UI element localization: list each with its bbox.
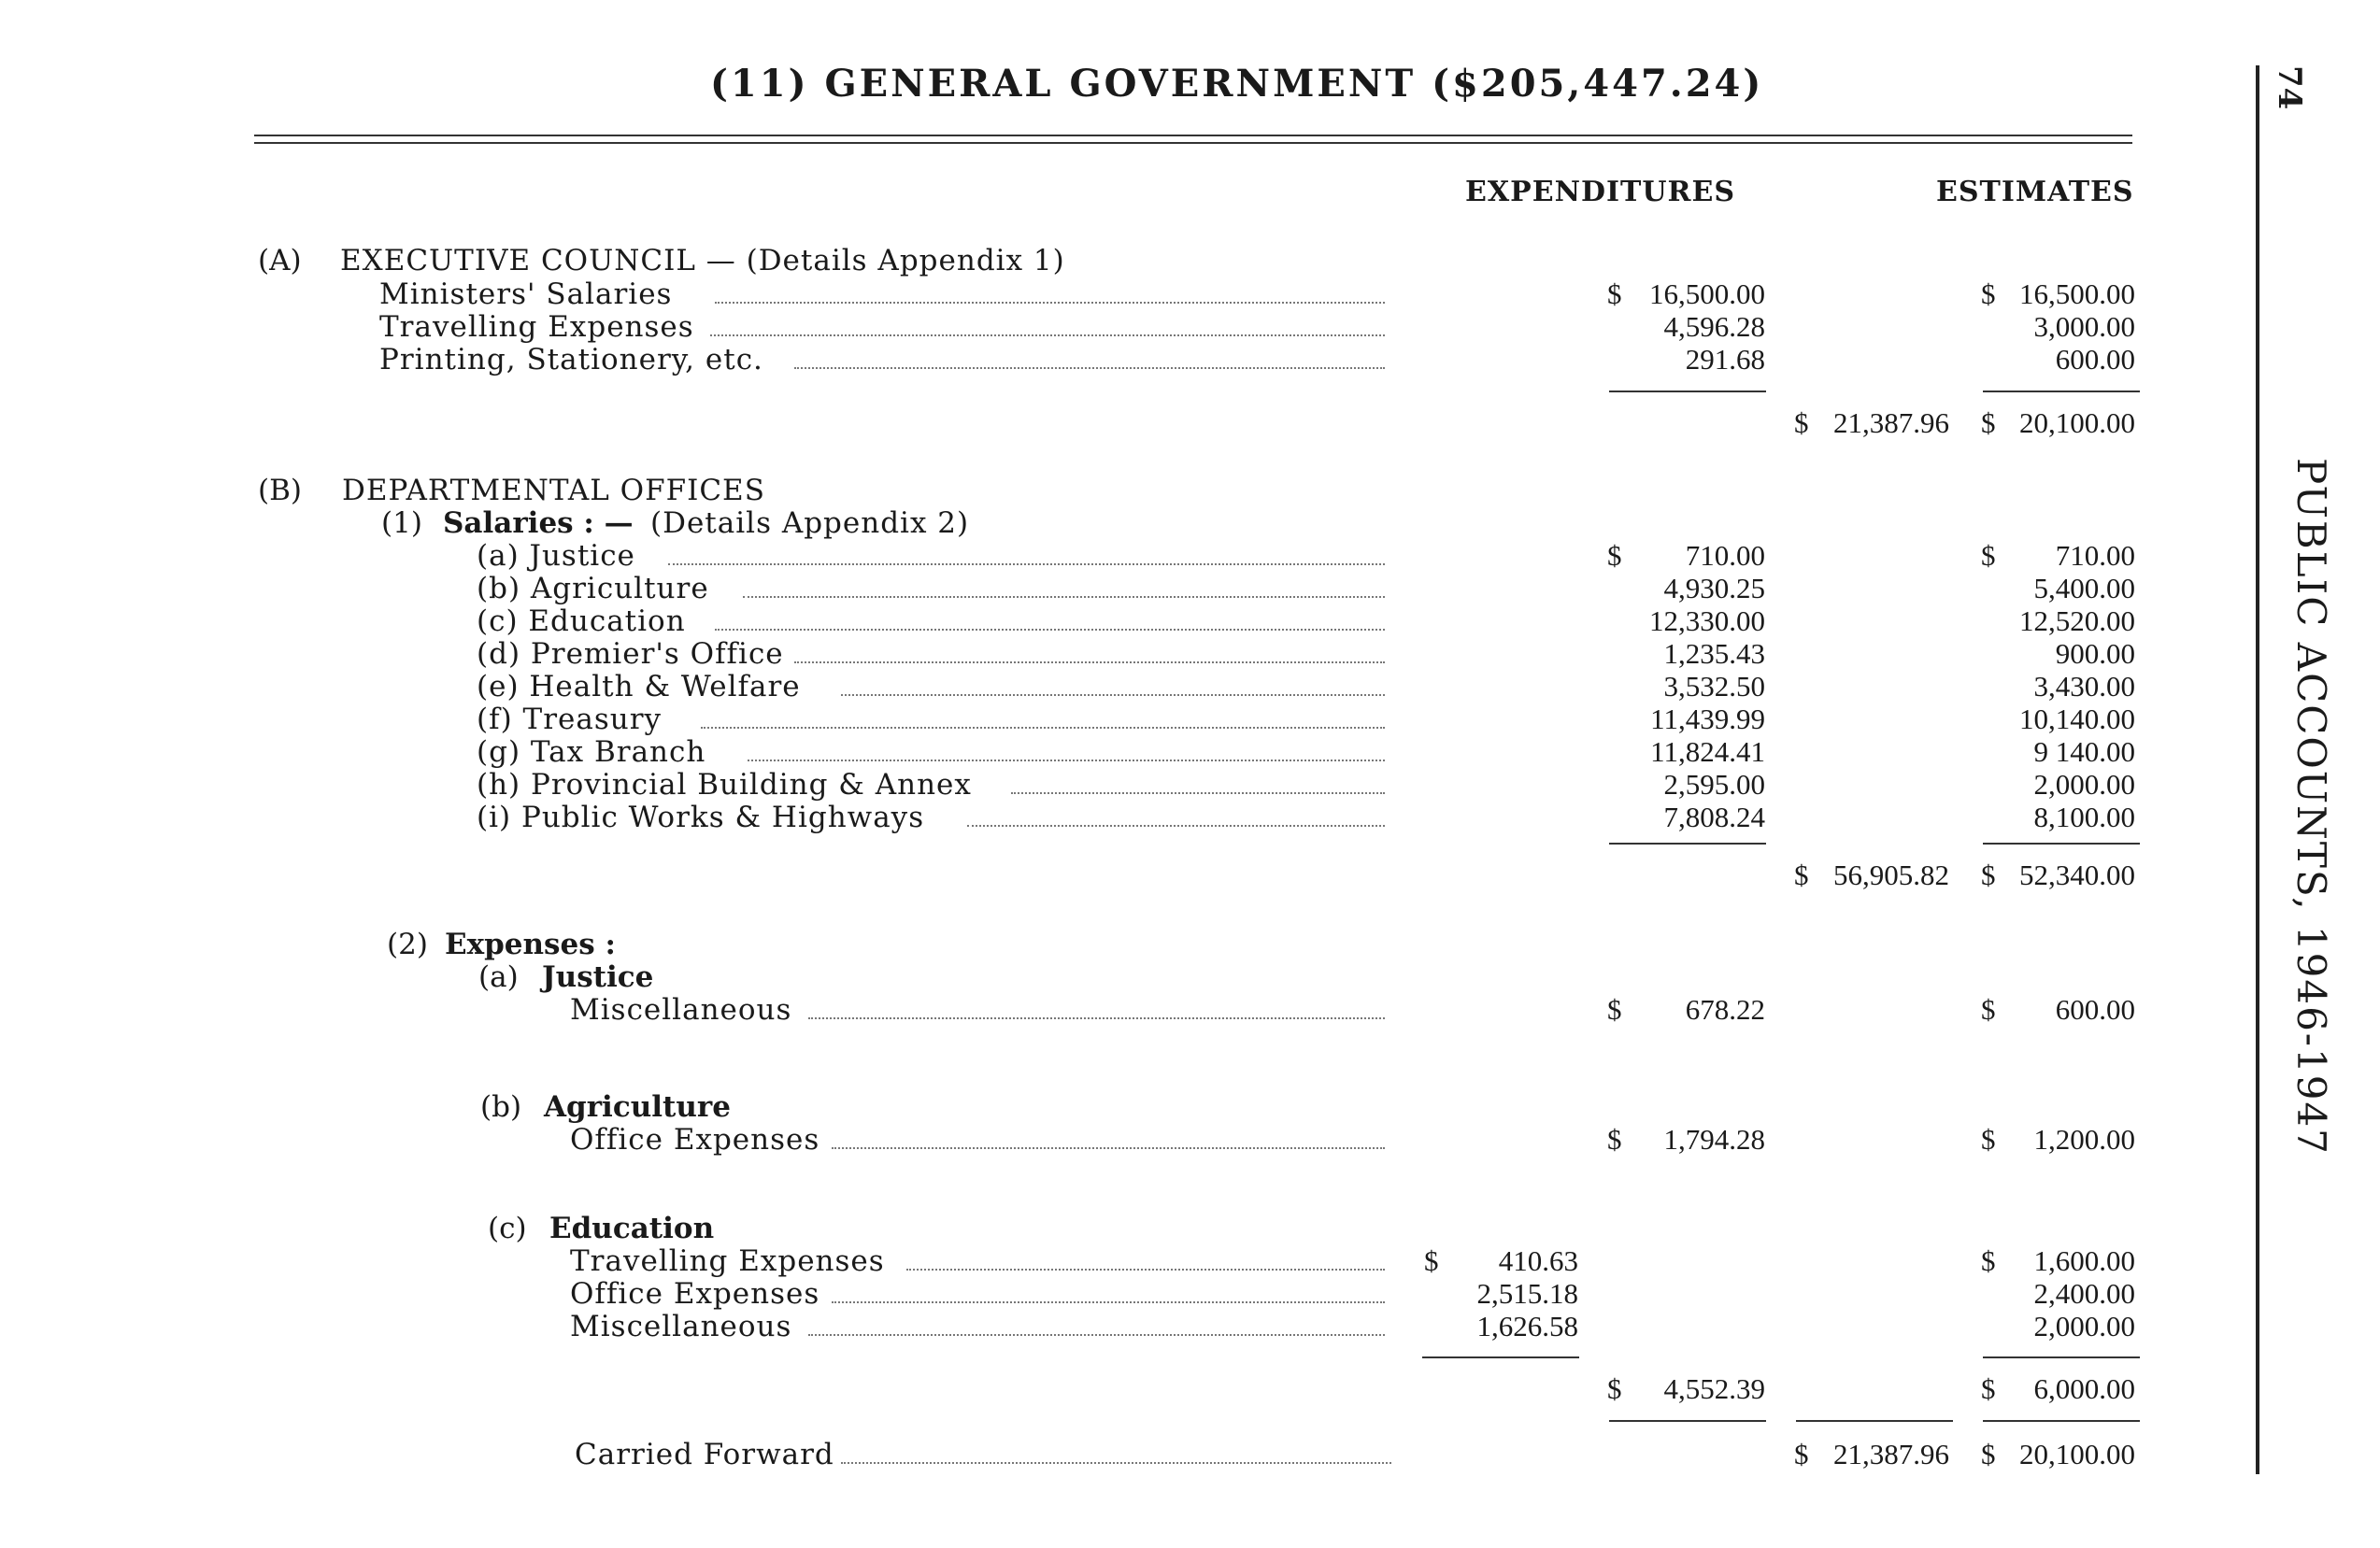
dot-leader	[808, 1334, 1385, 1336]
dot-leader	[1011, 792, 1385, 794]
expenditure-value: 11,824.41	[1650, 735, 1765, 768]
table-row	[0, 278, 2380, 310]
page-title: (11) GENERAL GOVERNMENT ($205,447.24)	[710, 62, 1764, 106]
row-label: (f) Treasury	[477, 703, 663, 736]
subtotal-rule	[1609, 391, 1766, 392]
table-row	[0, 736, 2380, 768]
page-number: 74	[2271, 65, 2308, 110]
table-row	[0, 573, 2380, 604]
estimate-value: 2,000.00	[2033, 1310, 2135, 1342]
dollar-sign: $	[1981, 993, 1996, 1026]
expenditure-value: 2,595.00	[1663, 768, 1765, 801]
subsection-title: Expenses :	[445, 928, 616, 961]
subtotal-rule	[1609, 1420, 1766, 1422]
dollar-sign: $	[1981, 1438, 1996, 1470]
table-row	[0, 605, 2380, 637]
estimate-value: 16,500.00	[2019, 277, 2135, 310]
estimate-value: 2,000.00	[2033, 768, 2135, 801]
dot-leader	[715, 629, 1385, 631]
group-heading	[0, 1213, 2380, 1244]
estimate-value: 10,140.00	[2019, 703, 2135, 735]
row-label: (c) Education	[477, 604, 686, 638]
dot-leader	[743, 596, 1385, 598]
dollar-sign: $	[1607, 1372, 1622, 1405]
expenditure-value: 3,532.50	[1663, 670, 1765, 703]
table-row	[0, 1278, 2380, 1310]
table-row	[0, 802, 2380, 833]
section-b-heading	[0, 475, 2380, 506]
subsection-title: Salaries : —	[443, 506, 634, 540]
total-expenditure: 56,905.82	[1833, 859, 1949, 891]
subsection-heading	[0, 929, 2380, 960]
total-estimate: 6,000.00	[2033, 1372, 2135, 1405]
dollar-sign: $	[1424, 1244, 1439, 1277]
estimate-value: 8,100.00	[2033, 801, 2135, 833]
total-estimate: 52,340.00	[2019, 859, 2135, 891]
dot-leader	[668, 563, 1385, 565]
section-letter: (A)	[258, 244, 302, 277]
dollar-sign: $	[1607, 539, 1622, 572]
carried-forward-row	[0, 1439, 2380, 1470]
row-label: Ministers' Salaries	[379, 277, 673, 311]
row-label: Travelling Expenses	[379, 310, 694, 344]
dollar-sign: $	[1794, 406, 1809, 439]
total-expenditure: 21,387.96	[1833, 406, 1949, 439]
dollar-sign: $	[1981, 406, 1996, 439]
expenditure-value: 12,330.00	[1649, 604, 1765, 637]
dot-leader	[794, 661, 1385, 663]
table-row	[0, 311, 2380, 343]
total-estimate: 20,100.00	[2019, 1438, 2135, 1470]
table-row	[0, 638, 2380, 670]
subsection-heading	[0, 507, 2380, 539]
row-label: (d) Premier's Office	[477, 637, 784, 671]
row-label: Miscellaneous	[570, 993, 792, 1027]
detail-value: 410.63	[1498, 1244, 1578, 1277]
total-expenditure: 21,387.96	[1833, 1438, 1949, 1470]
group-title: Agriculture	[544, 1090, 731, 1124]
expenditure-value: 291.68	[1685, 343, 1765, 376]
subsection-note: (Details Appendix 2)	[650, 506, 970, 540]
subtotal-rule	[1796, 1420, 1953, 1422]
row-label: Printing, Stationery, etc.	[379, 343, 763, 376]
expenditure-value: 4,930.25	[1663, 572, 1765, 604]
dollar-sign: $	[1607, 1123, 1622, 1156]
section-total-row	[0, 859, 2380, 891]
estimate-value: 12,520.00	[2019, 604, 2135, 637]
dot-leader	[794, 367, 1385, 369]
expenditure-value: 11,439.99	[1650, 703, 1765, 735]
title-rule-top	[254, 135, 2132, 136]
dollar-sign: $	[1981, 1123, 1996, 1156]
total-expenditure: 4,552.39	[1663, 1372, 1765, 1405]
dot-leader	[832, 1147, 1385, 1149]
estimate-value: 710.00	[2055, 539, 2135, 572]
group-letter: (b)	[480, 1090, 522, 1124]
row-label: Office Expenses	[570, 1277, 820, 1311]
dollar-sign: $	[1981, 1244, 1996, 1277]
dot-leader	[832, 1301, 1385, 1303]
dot-leader	[906, 1269, 1385, 1271]
group-letter: (c)	[488, 1212, 527, 1245]
group-letter: (a)	[478, 960, 519, 994]
expenditure-value: 1,794.28	[1663, 1123, 1765, 1156]
table-row	[0, 671, 2380, 703]
table-row	[0, 344, 2380, 376]
table-row	[0, 703, 2380, 735]
expenditure-value: 1,235.43	[1663, 637, 1765, 670]
dot-leader	[748, 760, 1385, 761]
section-total-row	[0, 407, 2380, 439]
table-row	[0, 994, 2380, 1026]
dollar-sign: $	[1794, 859, 1809, 891]
row-label: Office Expenses	[570, 1123, 820, 1157]
side-caption: PUBLIC ACCOUNTS, 1946-1947	[2288, 458, 2334, 1156]
row-label: (b) Agriculture	[477, 572, 709, 605]
row-label: Travelling Expenses	[570, 1244, 885, 1278]
table-row	[0, 769, 2380, 801]
dot-leader	[715, 302, 1385, 304]
column-header-expenditures: EXPENDITURES	[1465, 176, 1735, 208]
row-label: (a) Justice	[477, 539, 635, 573]
dollar-sign: $	[1607, 277, 1622, 310]
row-label: Miscellaneous	[570, 1310, 792, 1343]
detail-value: 1,626.58	[1476, 1310, 1578, 1342]
table-row	[0, 1245, 2380, 1277]
title-rule-bottom	[254, 142, 2132, 144]
section-title: EXECUTIVE COUNCIL — (Details Appendix 1)	[340, 244, 1065, 277]
estimate-value: 5,400.00	[2033, 572, 2135, 604]
group-heading	[0, 961, 2380, 993]
dollar-sign: $	[1794, 1438, 1809, 1470]
estimate-value: 1,200.00	[2033, 1123, 2135, 1156]
total-estimate: 20,100.00	[2019, 406, 2135, 439]
dollar-sign: $	[1981, 859, 1996, 891]
estimate-value: 9 140.00	[2033, 735, 2135, 768]
section-title: DEPARTMENTAL OFFICES	[342, 474, 765, 507]
expenditure-value: 678.22	[1685, 993, 1765, 1026]
group-title: Justice	[542, 960, 654, 994]
expenditure-value: 710.00	[1685, 539, 1765, 572]
estimate-value: 600.00	[2055, 343, 2135, 376]
dot-leader	[710, 334, 1385, 336]
group-heading	[0, 1091, 2380, 1123]
subtotal-rule	[1983, 1420, 2140, 1422]
group-total-row	[0, 1373, 2380, 1405]
subtotal-rule	[1983, 1356, 2140, 1358]
subtotal-rule	[1983, 391, 2140, 392]
table-row	[0, 1124, 2380, 1156]
subsection-number: (1)	[381, 506, 422, 540]
expenditure-value: 4,596.28	[1663, 310, 1765, 343]
table-row	[0, 540, 2380, 572]
row-label: (e) Health & Welfare	[477, 670, 801, 703]
section-letter: (B)	[258, 474, 302, 507]
detail-value: 2,515.18	[1476, 1277, 1578, 1310]
dollar-sign: $	[1981, 539, 1996, 572]
dot-leader	[808, 1017, 1385, 1019]
row-label: Carried Forward	[575, 1438, 834, 1471]
dollar-sign: $	[1981, 1372, 1996, 1405]
estimate-value: 600.00	[2055, 993, 2135, 1026]
section-a-heading	[0, 245, 2380, 277]
expenditure-value: 16,500.00	[1649, 277, 1765, 310]
dot-leader	[841, 694, 1385, 696]
expenditure-value: 7,808.24	[1663, 801, 1765, 833]
subtotal-rule	[1983, 843, 2140, 845]
estimate-value: 3,430.00	[2033, 670, 2135, 703]
group-title: Education	[549, 1212, 715, 1245]
estimate-value: 1,600.00	[2033, 1244, 2135, 1277]
subtotal-rule	[1422, 1356, 1579, 1358]
dot-leader	[701, 727, 1385, 729]
dollar-sign: $	[1981, 277, 1996, 310]
estimate-value: 2,400.00	[2033, 1277, 2135, 1310]
dot-leader	[841, 1462, 1391, 1464]
subsection-number: (2)	[387, 928, 428, 961]
row-label: (i) Public Works & Highways	[477, 801, 925, 834]
column-header-estimates: ESTIMATES	[1936, 176, 2134, 208]
row-label: (g) Tax Branch	[477, 735, 706, 769]
dollar-sign: $	[1607, 993, 1622, 1026]
subtotal-rule	[1609, 843, 1766, 845]
row-label: (h) Provincial Building & Annex	[477, 768, 972, 802]
estimate-value: 900.00	[2055, 637, 2135, 670]
dot-leader	[967, 825, 1385, 827]
table-row	[0, 1311, 2380, 1342]
estimate-value: 3,000.00	[2033, 310, 2135, 343]
